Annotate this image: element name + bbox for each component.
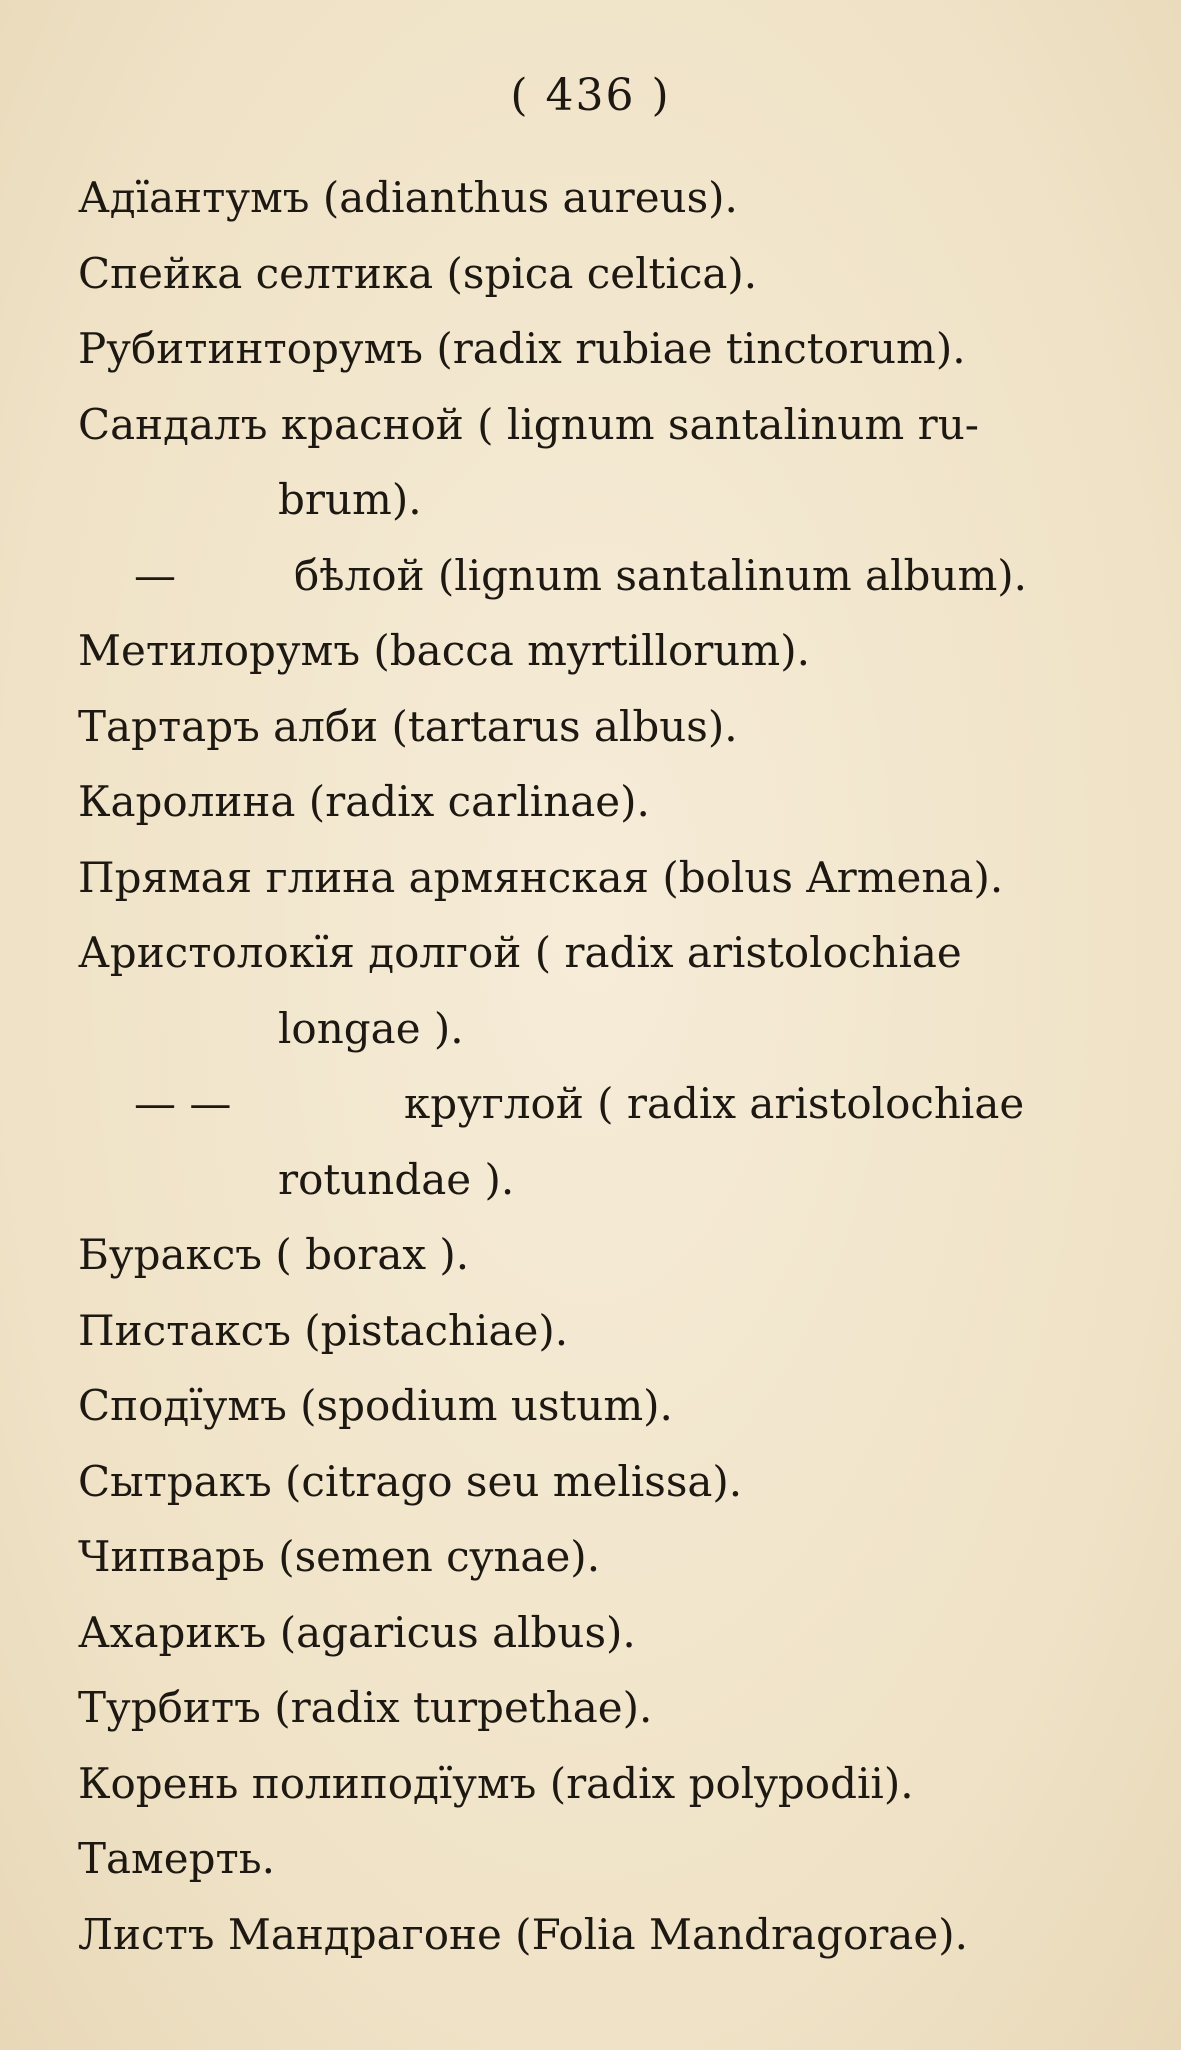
entry-line: Спейка селтика (spica celtica). (78, 248, 758, 298)
entry-line: Ахарикъ (agaricus albus). (78, 1607, 636, 1657)
entry-line-ditto (78, 538, 1118, 614)
ditto-dash: — (134, 550, 176, 600)
entry-continuation: longae ). (278, 1003, 464, 1053)
entry-line-ditto (78, 1066, 1118, 1142)
entry-line: Турбитъ (radix turpethae). (78, 1683, 653, 1732)
entry-continuation: rotundae ). (278, 1154, 515, 1204)
entry-line: Каролина (radix carlinae). (78, 777, 650, 826)
entry-line: Сподїумъ (spodium ustum). (78, 1381, 673, 1430)
entry-line: Корень полиподїумъ (radix polypodii). (78, 1758, 914, 1808)
entry-continuation: brum). (278, 475, 422, 524)
entry-line: Бураксъ ( borax ). (78, 1230, 470, 1279)
entry-line: Метилорумъ (bacca myrtillorum). (78, 626, 810, 675)
entry-text: бѣлой (lignum santalinum album). (294, 550, 1028, 600)
entry-line: Листъ Мандрагоне (Folia Mandragorae). (78, 1909, 968, 1959)
entry-line: Прямая глина армянская (bolus Armena). (78, 852, 1004, 902)
entry-line: Рубитинторумъ (radix rubiae tinctorum). (78, 324, 966, 373)
entry-line: Адїантумъ (adianthus aureus). (78, 173, 738, 222)
ditto-dash: — — (134, 1079, 232, 1128)
entry-line: Чипварь (semen cynae). (78, 1532, 601, 1581)
entry-text: круглой ( radix aristolochiae (404, 1079, 1025, 1128)
entry-line: Сытракъ (citrago seu melissa). (78, 1456, 743, 1506)
entry-line: Пистаксъ (pistachiae). (78, 1305, 569, 1355)
entry-line: Тамерть. (78, 1834, 275, 1883)
page-number: ( 436 ) (510, 70, 671, 121)
entry-line: Аристолокїя долгой ( radix aristolochiae (78, 928, 962, 977)
entry-line: Тартаръ алби (tartarus albus). (78, 701, 738, 751)
entry-line: Сандалъ красной ( lignum santalinum ru- (78, 399, 979, 449)
entry-list (78, 160, 1118, 1972)
